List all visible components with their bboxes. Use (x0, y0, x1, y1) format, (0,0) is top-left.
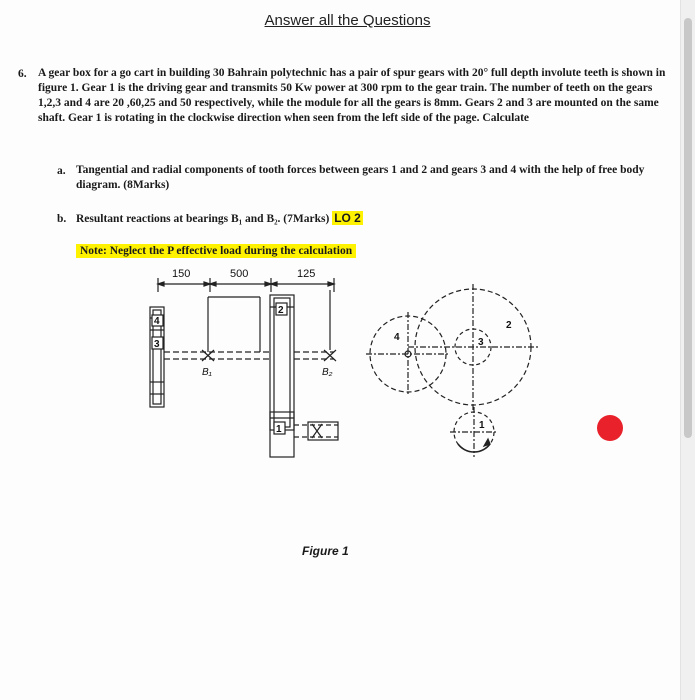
learning-outcome-tag: LO 2 (334, 211, 361, 225)
shaft-upper (164, 297, 270, 361)
gearbox-figure (138, 262, 538, 472)
dimension-lines (158, 268, 334, 292)
figure-caption: Figure 1 (302, 544, 349, 558)
scrollbar-thumb[interactable] (684, 18, 692, 438)
dim-label-150: 150 (172, 268, 191, 280)
part-a-marker: a. (57, 165, 66, 177)
vertical-scrollbar[interactable] (680, 0, 695, 700)
dim-label-500: 500 (230, 268, 249, 280)
question-text: A gear box for a go cart in building 30 Bahrain polytechnic has a pair of spur gears with 20° full depth involute teeth is shown in figure 1. Gear 1 is the driving gear and transmits 50 Kw power at 300 rpm to the gear train. The number of teeth on the gears 1,2,3 and 4 are 20 ,60,25 and 50 respectively, while the module for all the gears is 8mm. Gears 2 and 3 are mounted on the same shaft. Gear 1 is rotating in the clockwise direction when seen from the left side of the page. Calculate (38, 67, 666, 124)
gear-stack-left (150, 307, 164, 407)
part-a-text: Tangential and radial components of tooth forces between gears 1 and 2 and gears 3 and 4 with the help of free body diagram. (8Marks) (76, 164, 645, 191)
shaft-right (294, 290, 336, 361)
part-b-label: Resultant reactions at bearings B₁ and B₂. (7Marks) (76, 213, 330, 225)
part-b-marker: b. (57, 213, 67, 225)
page-title: Answer all the Questions (264, 12, 431, 29)
end-view-label-4: 4 (394, 332, 400, 343)
gear-label-4: 4 (154, 316, 160, 327)
gear-label-3: 3 (154, 339, 160, 350)
end-view-label-2: 2 (506, 320, 512, 331)
end-view-gears (366, 284, 538, 457)
dim-label-125: 125 (297, 268, 316, 280)
end-view-label-1: 1 (479, 420, 485, 431)
gear-1-side (270, 412, 338, 457)
note-highlight: Note: Neglect the P effective load during the calculation (76, 244, 356, 258)
gear-label-2: 2 (278, 305, 284, 316)
part-b-text (76, 211, 363, 225)
record-indicator[interactable] (597, 415, 623, 441)
question-number: 6. (18, 68, 27, 80)
bearing-label-b1: B₁ (202, 367, 212, 378)
bearing-label-b2: B₂ (322, 367, 333, 378)
gear-2-side (270, 295, 294, 430)
end-view-label-3: 3 (478, 337, 484, 348)
gear-label-1: 1 (276, 424, 282, 435)
